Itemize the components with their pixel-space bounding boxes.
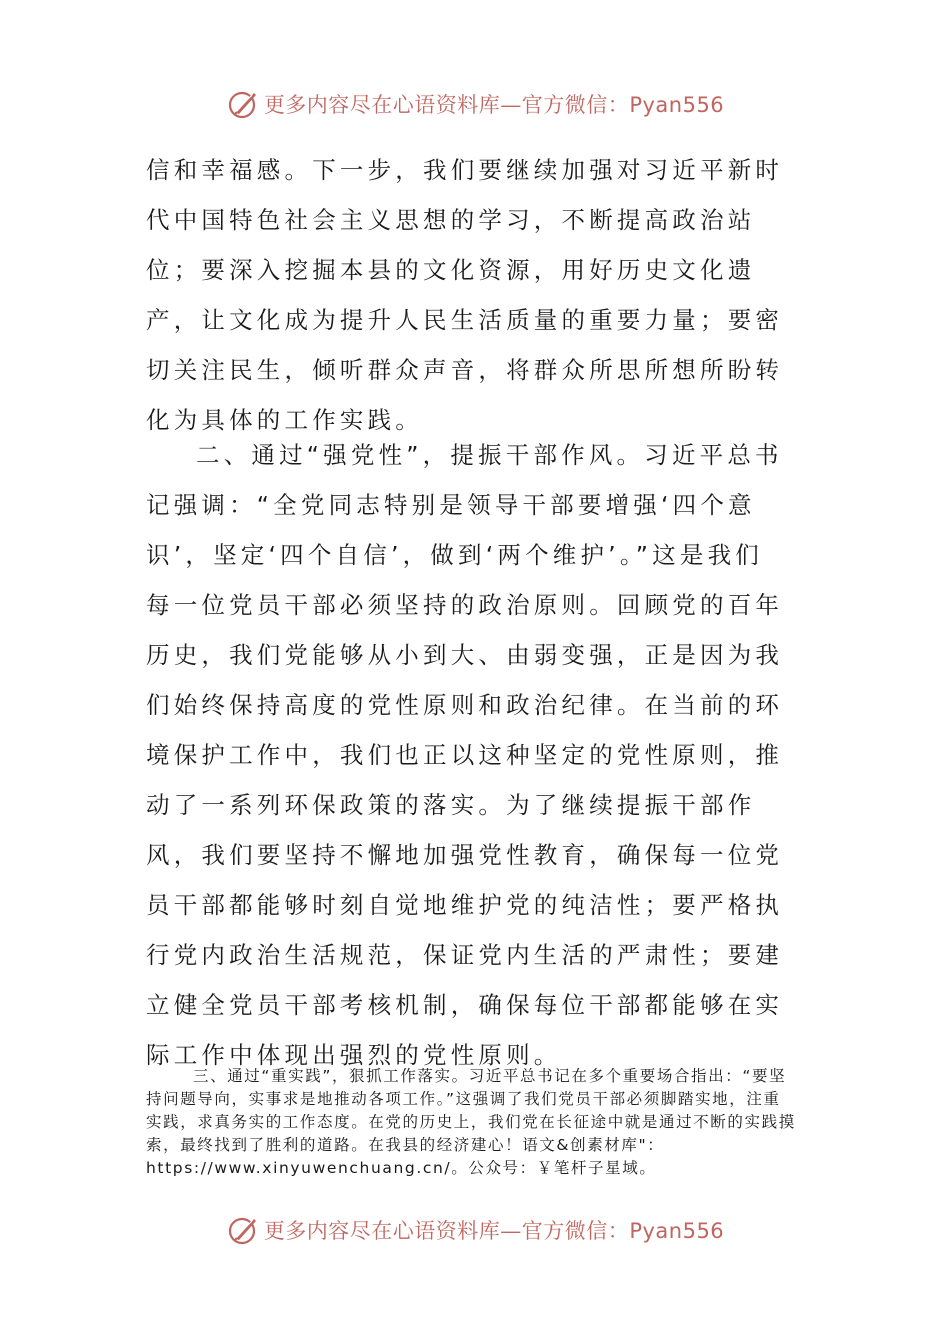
paragraph-section-three: 三、通过“重实践”，狠抓工作落实。习近平总书记在多个重要场合指出：“要坚持问题导向，实事求是地推动各项工作。”这强调了我们党员干部必须脚踏实地，注重实践，求真务实的工作态度。在党的历史上，我们党在长征途中就是通过不断的实践摸索，最终找到了胜利的道路。在我县的经济建心！语文&创素材库"：https://www.xinyuwenchuang.cn/。公众号：￥笔杆子星域。 <box>146 1067 796 1177</box>
watermark-text: 更多内容尽在心语资料库—官方微信：Pyan556 <box>263 1219 725 1243</box>
footer-watermark-banner <box>0 1210 950 1250</box>
paragraph-section-two: 二、通过“强党性”，提振干部作风。习近平总书记强调：“全党同志特别是领导干部要增强‘四个意识’，坚定‘四个自信’，做到‘两个维护’。”这是我们每一位党员干部必须坚持的政治原则。回顾党的百年历史，我们党能够从小到大、由弱变强，正是因为我们始终保持高度的党性原则和政治纪律。在当前的环境保护工作中，我们也正以这种坚定的党性原则，推动了一系列环保政策的落实。为了继续提振干部作风，我们要坚持不懈地加强党性教育，确保每一位党员干部都能够时刻自觉地维护党的纯洁性；要严格执行党内政治生活规范，保证党内生活的严肃性；要建立健全党员干部考核机制，确保每位干部都能够在实际工作中体现出强烈的党性原则。 <box>146 441 784 1069</box>
paragraph-continuation: 信和幸福感。下一步，我们要继续加强对习近平新时代中国特色社会主义思想的学习，不断提高政治站位；要深入挖掘本县的文化资源，用好历史文化遗产，让文化成为提升人民生活质量的重要力量；要密切关注民生，倾听群众声音，将群众所思所想所盼转化为具体的工作实践。 <box>146 156 784 434</box>
watermark-text: 更多内容尽在心语资料库—官方微信：Pyan556 <box>263 93 725 117</box>
header-watermark-banner <box>0 84 950 124</box>
quill-pen-logo-icon <box>226 87 260 121</box>
quill-pen-logo-icon <box>226 1213 260 1247</box>
